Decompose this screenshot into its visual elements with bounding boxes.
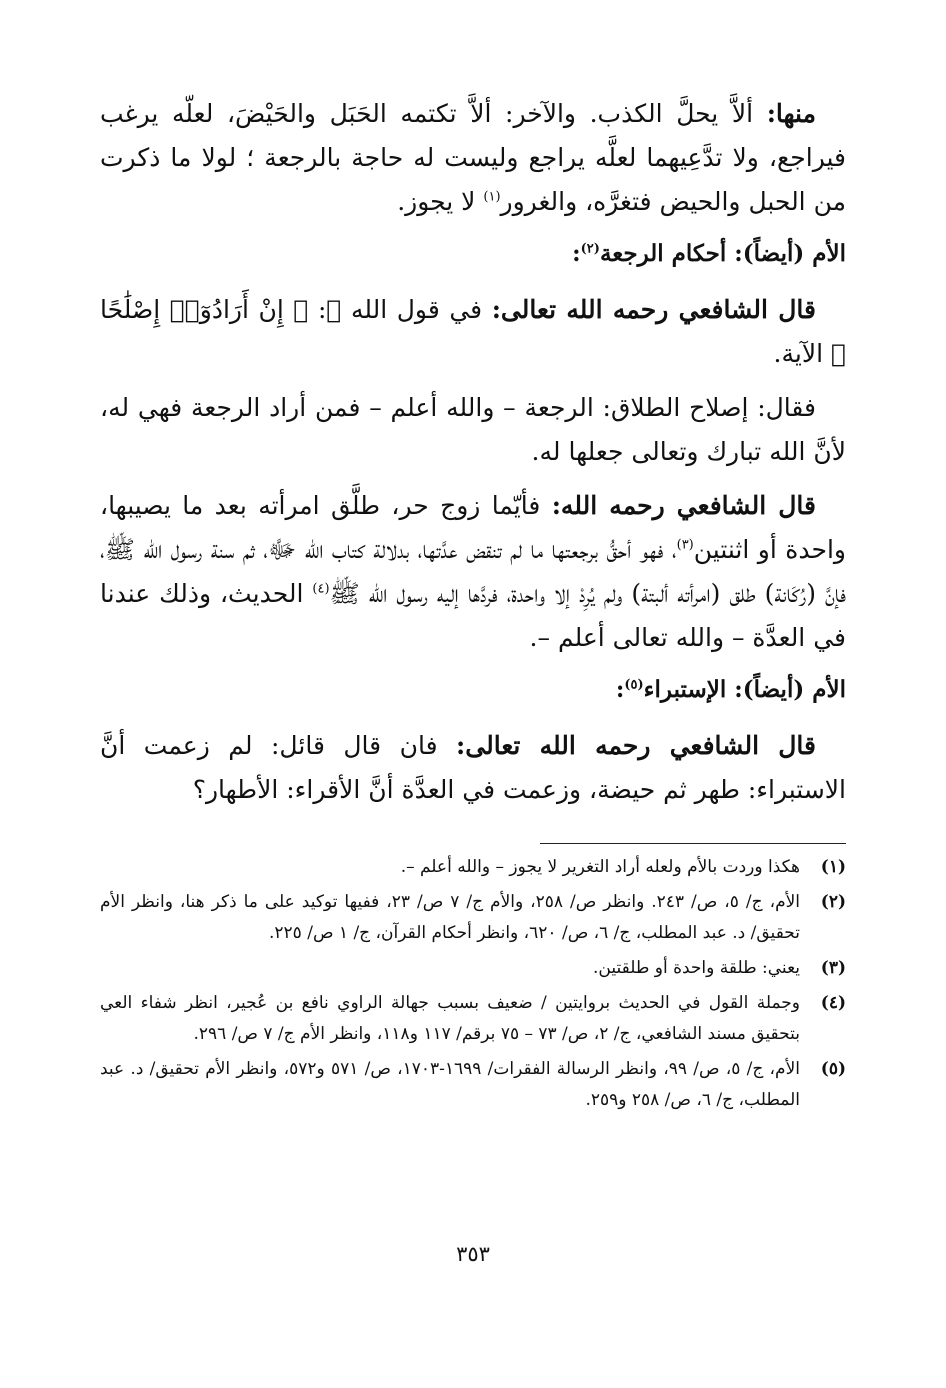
paragraph-1 xyxy=(100,92,846,224)
main-text xyxy=(100,92,846,822)
paragraph-2 xyxy=(100,288,846,376)
paragraph-5-text: فان قال قائل: لم زعمت أنَّ الاستبراء: طهر ثم حيضة، وزعمت في العدَّة أنَّ الأقراء: الأطهار؟ xyxy=(100,731,846,804)
page-number: ٣٥٣ xyxy=(456,1242,490,1266)
footnote-separator xyxy=(540,843,846,844)
paragraph-2-text: في قول الله ﷻ: ﴿ إِنْ أَرَادُوٓا۟ إِصْلَٰحًا ﴾ الآية. xyxy=(100,295,846,368)
footnote-ref-4[interactable]: (٤) xyxy=(312,581,330,597)
paragraph-4 xyxy=(100,484,846,660)
footnote-text: الأم، ج/ ٥، ص/ ٩٩، وانظر الرسالة الفقرات/ ١٦٩٩-١٧٠٣، ص/ ٥٧١ و٥٧٢، وانظر الأم تحقيق/ د. عبد المطلب، ج/ ٦، ص/ ٢٥٨ و٢٥٩. xyxy=(100,1059,800,1110)
footnote-3 xyxy=(100,953,846,984)
paragraph-5 xyxy=(100,724,846,812)
footnote-text: يعني: طلقة واحدة أو طلقتين. xyxy=(592,958,800,978)
footnote-text: وجملة القول في الحديث بروايتين / ضعيف بسبب جهالة الراوي نافع بن عُجير، انظر شفاء العي بتحقيق مسند الشافعي، ج/ ٢، ص/ ٧٣ – ٧٥ برقم/ ١١٧ و١١٨، وانظر الأم ج/ ٧ ص/ ٢٩٦. xyxy=(100,993,800,1044)
footnote-number: (١) xyxy=(820,857,846,877)
section-heading-2-text: الأم (أيضاً): الإستبراء xyxy=(643,676,846,703)
paragraph-1-text: ألاَّ يحلَّ الكذب. والآخر: ألاَّ تكتمه الحَبَل والحَيْضَ، لعلّه يرغب فيراجع، ولا تدَّعِيهما لعلَّه يراجع وليست له حاجة بالرجعة ؛ لولا ما ذكرت من الحبل والحيض فتغرَّه، والغرور xyxy=(100,99,846,216)
paragraph-4-tail: الحديث، وذلك عندنا في العدَّة – والله تعالى أعلم –. xyxy=(100,579,846,652)
footnotes xyxy=(100,852,846,1120)
footnote-number: (٢) xyxy=(820,892,846,912)
paragraph-3 xyxy=(100,386,846,474)
paragraph-1-tail: لا يجوز. xyxy=(397,187,484,216)
footnote-1 xyxy=(100,852,846,883)
footnote-number: (٤) xyxy=(820,993,846,1013)
section-heading-1 xyxy=(100,234,846,274)
footnote-5 xyxy=(100,1054,846,1116)
footnote-text: الأم، ج/ ٥، ص/ ٢٤٣. وانظر ص/ ٢٥٨، والأم ج/ ٧ ص/ ٢٣، ففيها توكيد على ما ذكر هنا، وانظر الأم تحقيق/ د. عبد المطلب، ج/ ٦، ص/ ٦٢٠، وانظر أحكام القرآن، ج/ ١ ص/ ٢٢٥. xyxy=(100,892,801,943)
footnote-ref-5[interactable]: (٥) xyxy=(624,677,644,693)
paragraph-4-text: فأيّما زوج حر، طلَّق امرأته بعد ما يصيبها، واحدة أو اثنتين xyxy=(100,491,846,564)
footnote-text: هكذا وردت بالأم ولعله أراد التغرير لا يجوز – والله أعلم –. xyxy=(400,857,800,877)
paragraph-4-text-2: ، فهو أحقُّ برجعتها ما لم تنقض عدَّتها، بدلالة كتاب الله ﷻ، ثم سنة رسول الله ﷺ، فإنَّ (رُكَانة) طلق (امرأته ألبتة) ولم يُرِدْ إلا واحدة، فردَّها إليه رسول الله ﷺ xyxy=(100,535,847,608)
paragraph-1-lead: منها: xyxy=(766,99,816,128)
footnote-ref-1[interactable]: (١) xyxy=(483,189,501,205)
section-heading-2-tail: : xyxy=(615,676,625,703)
footnote-number: (٣) xyxy=(820,958,846,978)
section-heading-2 xyxy=(100,670,846,710)
section-heading-1-tail: : xyxy=(572,240,581,267)
paragraph-4-lead: قال الشافعي رحمه الله: xyxy=(551,491,816,520)
footnote-2 xyxy=(100,887,846,949)
paragraph-5-lead: قال الشافعي رحمه الله تعالى: xyxy=(456,731,816,760)
paragraph-2-lead: قال الشافعي رحمه الله تعالى: xyxy=(491,295,816,324)
paragraph-3-text: فقال: إصلاح الطلاق: الرجعة – والله أعلم – فمن أراد الرجعة فهي له، لأنَّ الله تبارك وتعالى جعلها له. xyxy=(100,393,846,466)
footnote-4 xyxy=(100,988,846,1050)
section-heading-1-text: الأم (أيضاً): أحكام الرجعة xyxy=(599,240,846,267)
footnote-ref-2[interactable]: (٢) xyxy=(580,241,600,257)
footnote-number: (٥) xyxy=(820,1059,846,1079)
footnote-ref-3[interactable]: (٣) xyxy=(676,537,694,553)
